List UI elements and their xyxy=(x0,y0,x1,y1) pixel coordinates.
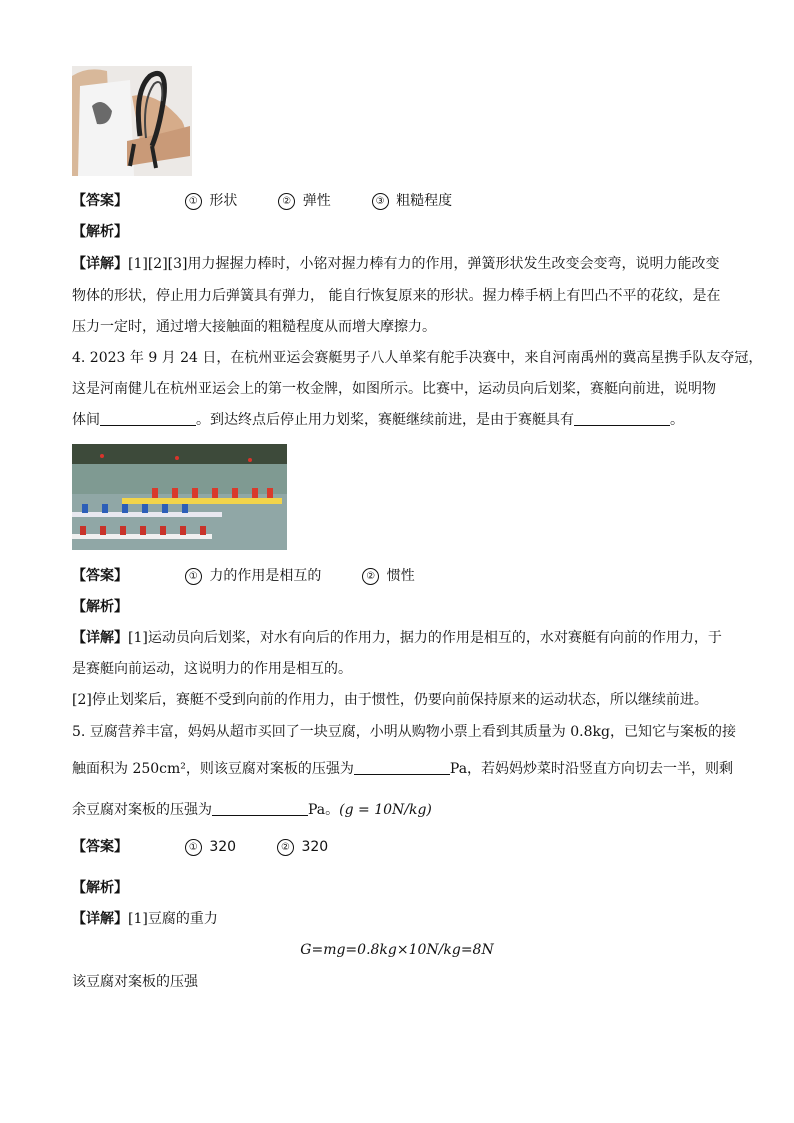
detail-label: 【详解】 xyxy=(72,911,128,927)
answer-text: 粗糙程度 xyxy=(396,193,453,209)
answer-text: 惯性 xyxy=(386,568,415,584)
detail-text: [1][2][3]用力握握力棒时，小铭对握力棒有力的作用，弹簧形状发生改变会变弯，说明力能改变 xyxy=(128,256,720,272)
detail-text: [1]豆腐的重力 xyxy=(128,911,218,927)
question-stem: 余豆腐对案板的压强为 xyxy=(72,802,212,818)
question-stem: 触面积为 250cm²，则该豆腐对案板的压强为 xyxy=(72,761,354,777)
answer-number: ② xyxy=(277,839,294,856)
answer-blank[interactable] xyxy=(100,411,196,426)
detail-text: [1]运动员向后划桨，对水有向后的作用力，据力的作用是相互的，水对赛艇有向前的作用力，于 xyxy=(128,630,722,646)
answer-text: 弹性 xyxy=(302,193,331,209)
grip-exerciser-photo xyxy=(72,66,192,176)
detail-text: 压力一定时，通过增大接触面的粗糙程度从而增大摩擦力。 xyxy=(72,319,436,335)
answer-number: ① xyxy=(185,839,202,856)
answer-blank[interactable] xyxy=(574,411,670,426)
analysis-label: 【解析】 xyxy=(72,224,128,240)
answer-blank[interactable] xyxy=(212,801,308,816)
question-stem: 这是河南健儿在杭州亚运会上的第一枚金牌，如图所示。比赛中，运动员向后划桨，赛艇向前进，说明物 xyxy=(72,381,716,397)
answer-label: 【答案】 xyxy=(72,193,128,209)
answer-label: 【答案】 xyxy=(72,839,128,855)
question-stem: Pa。 xyxy=(308,802,340,818)
question-stem: Pa，若妈妈炒菜时沿竖直方向切去一半，则剩 xyxy=(449,761,734,777)
gravity-formula: G=mg=0.8kg×10N/kg=8N xyxy=(300,942,494,958)
answer-number: ② xyxy=(362,568,379,585)
question-stem: 。到达终点后停止用力划桨，赛艇继续前进，是由于赛艇具有 xyxy=(196,412,574,428)
detail-text: 该豆腐对案板的压强 xyxy=(72,974,198,990)
answer-text: 力的作用是相互的 xyxy=(209,568,322,584)
answer-text: 320 xyxy=(209,839,237,855)
answer-text: 形状 xyxy=(209,193,238,209)
detail-text: 是赛艇向前运动，这说明力的作用是相互的。 xyxy=(72,661,352,677)
answer-number: ① xyxy=(185,193,202,210)
answer-blank[interactable] xyxy=(354,760,450,775)
detail-text: [2]停止划桨后，赛艇不受到向前的作用力，由于惯性，仍要向前保持原来的运动状态，所以继续前进。 xyxy=(72,692,708,708)
answer-number: ② xyxy=(278,193,295,210)
answer-number: ① xyxy=(185,568,202,585)
analysis-label: 【解析】 xyxy=(72,599,128,615)
detail-text: 物体的形状，停止用力后弹簧具有弹力， 能自行恢复原来的形状。握力棒手柄上有凹凸不平的花纹，是在 xyxy=(72,288,721,304)
given-condition: (g = 10N/kg) xyxy=(339,802,432,818)
question-stem: 。 xyxy=(670,412,684,428)
question-stem: 5. 豆腐营养丰富，妈妈从超市买回了一块豆腐，小明从购物小票上看到其质量为 0.8kg，已知它与案板的接 xyxy=(72,724,736,740)
detail-label: 【详解】 xyxy=(72,256,128,272)
answer-number: ③ xyxy=(372,193,389,210)
question-stem: 4. 2023 年 9 月 24 日，在杭州亚运会赛艇男子八人单桨有舵手决赛中，来自河南禹州的冀高星携手队友夺冠， xyxy=(72,350,763,366)
question-stem: 体间 xyxy=(72,412,100,428)
rowing-race-photo xyxy=(72,444,287,550)
answer-text: 320 xyxy=(301,839,329,855)
detail-label: 【详解】 xyxy=(72,630,128,646)
analysis-label: 【解析】 xyxy=(72,880,128,896)
answer-label: 【答案】 xyxy=(72,568,128,584)
